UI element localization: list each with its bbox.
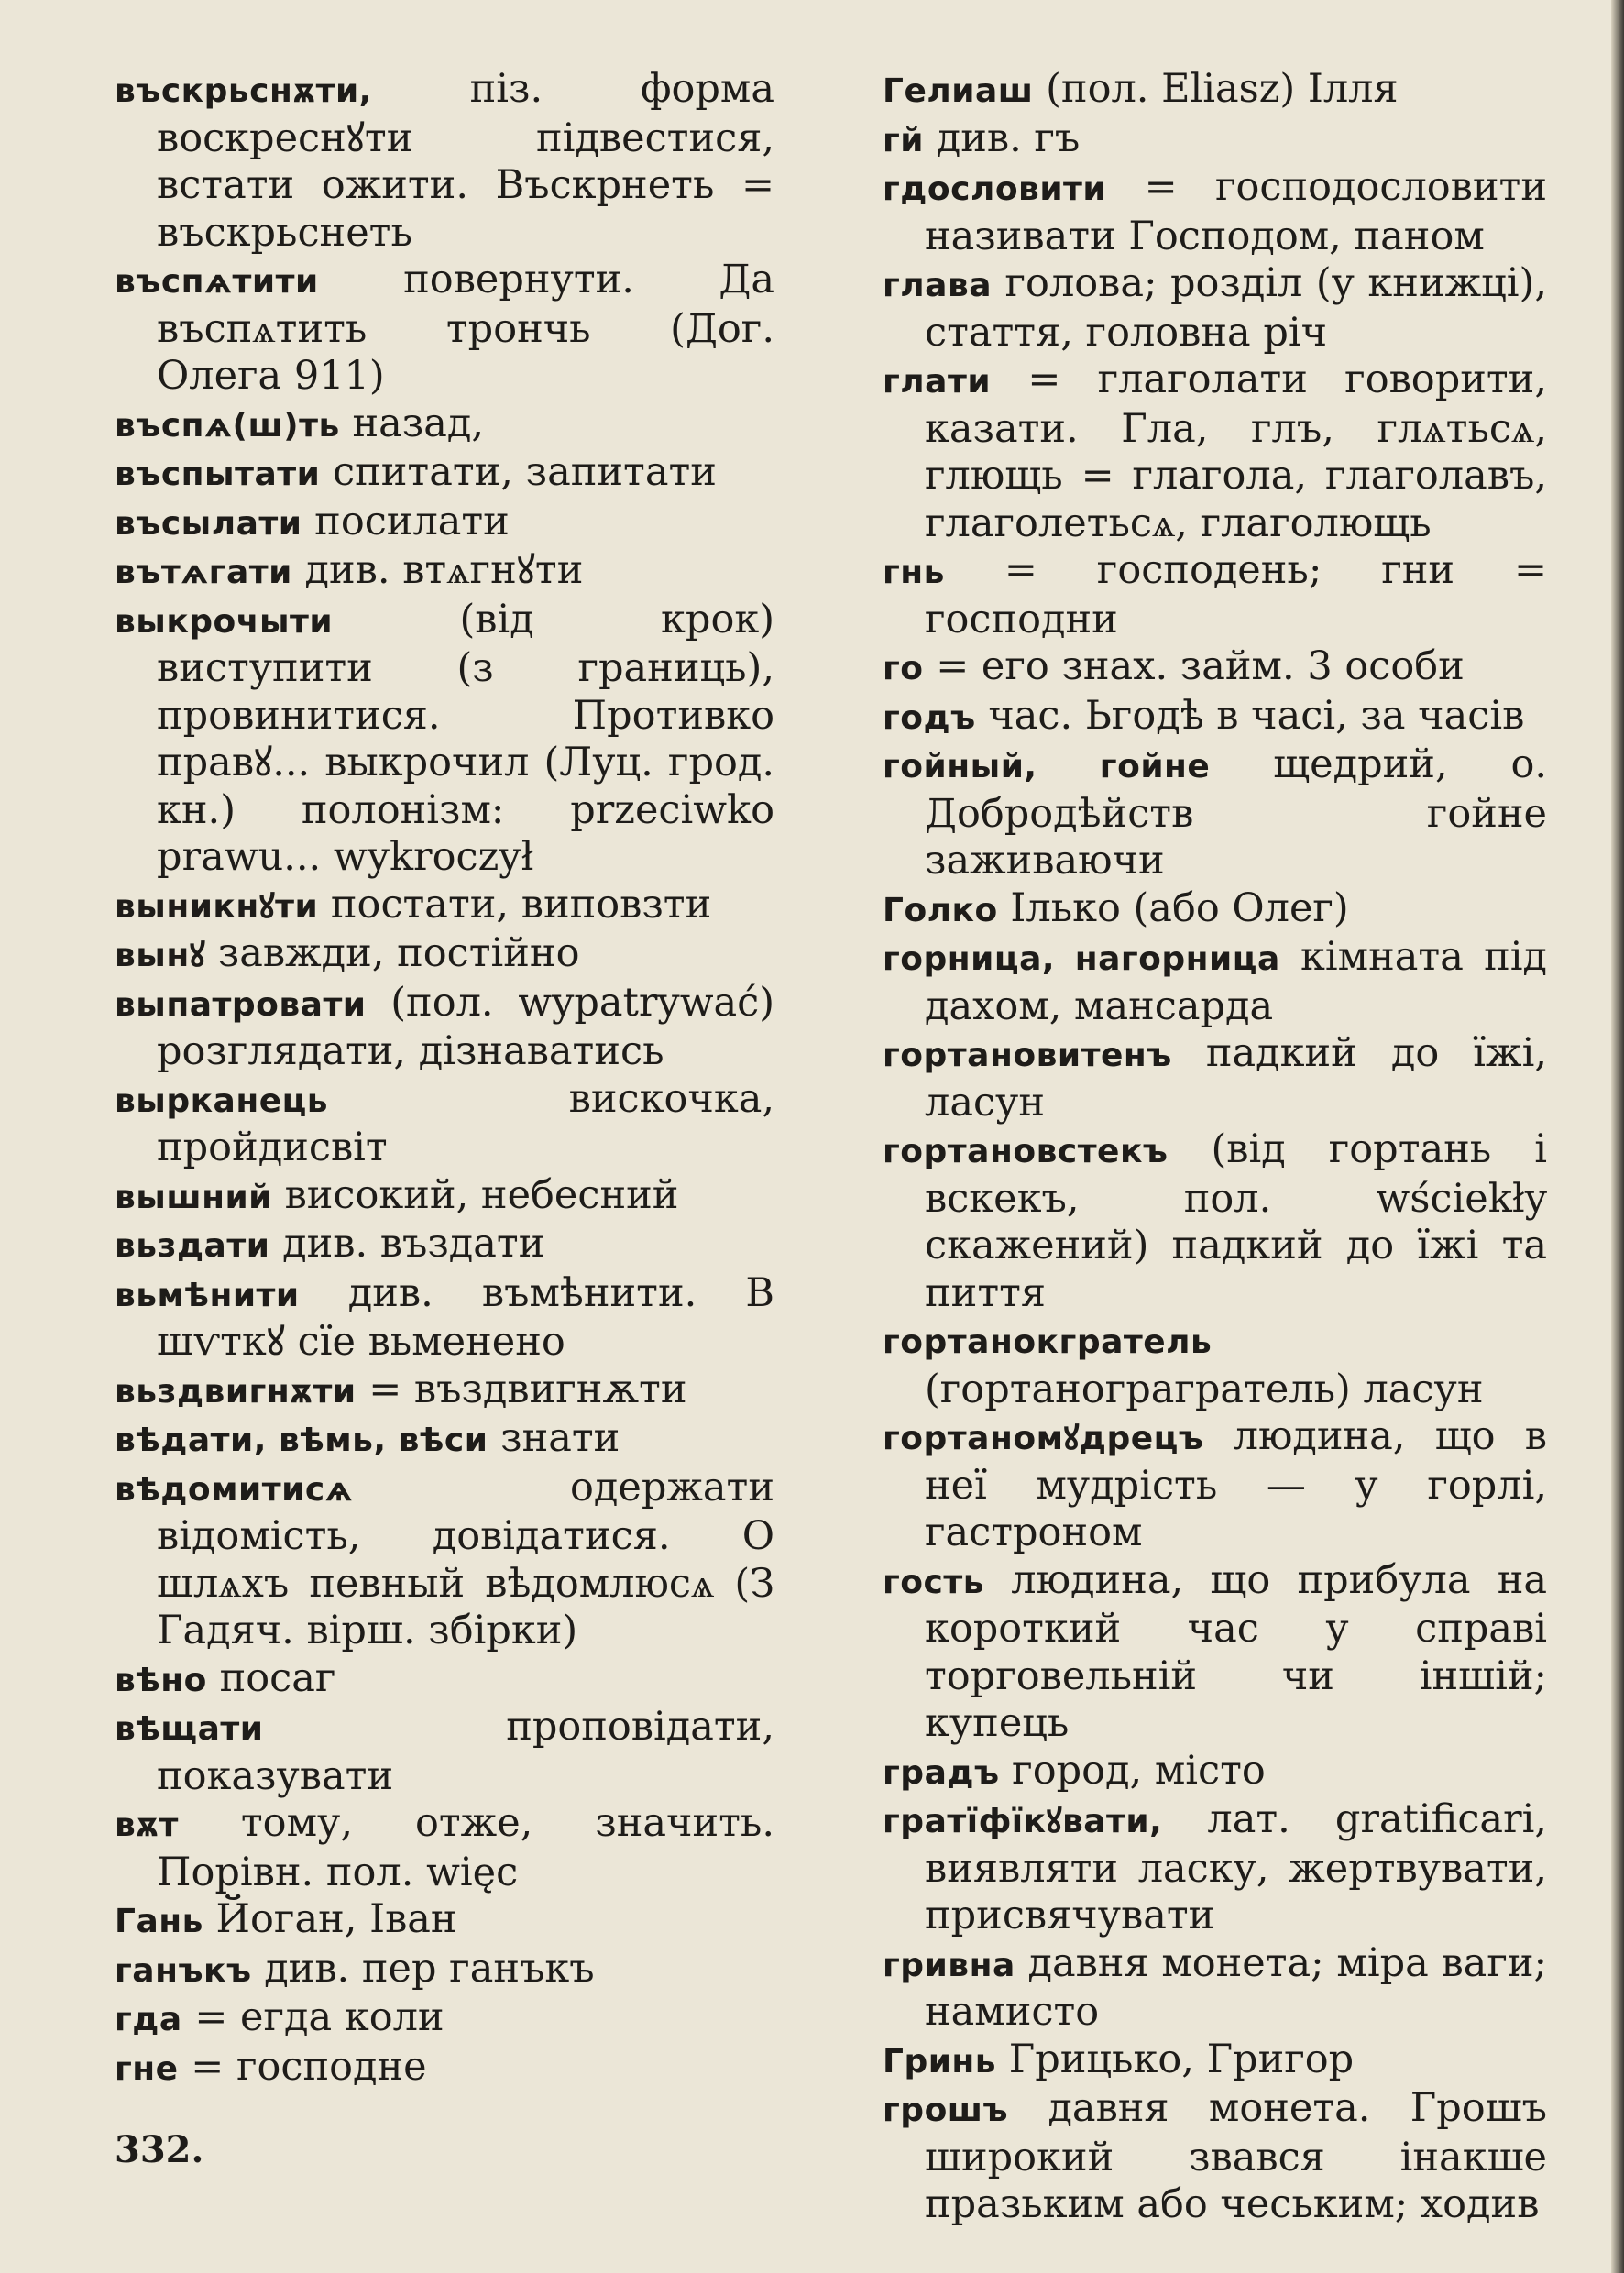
entry-headword: ганъкъ [115,1951,252,1990]
entry-definition: постати, виповзти [330,881,712,928]
entry-definition: людина, що в неї мудрість — у горлі, гастроном [925,1413,1548,1555]
entry-definition: завжди, постійно [217,930,580,976]
entry-definition: давня монета. Грошъ широкий звався інакше празьким або чеським; ходив [925,2085,1547,2227]
entry-definition: знати [500,1415,620,1461]
dictionary-entry [115,449,774,499]
dictionary-entry [883,1940,1547,2037]
dictionary-entry [115,257,774,401]
dictionary-entry [883,1317,1547,1413]
entry-headword: Гелиаш [883,72,1034,110]
entry-headword: гортановстекъ [883,1133,1169,1170]
dictionary-entry [115,1704,774,1800]
entry-headword: гда [115,2001,182,2038]
dictionary-entry [883,885,1547,935]
dictionary-entry [883,115,1547,165]
dictionary-entry [115,930,774,980]
dictionary-entry [115,1367,774,1416]
entry-definition: назад, [352,400,484,446]
entry-definition: Йоган, Іван [215,1896,457,1942]
entry-definition: людина, що прибула на короткий час у справі торговельній чи іншій; купець [925,1556,1547,1746]
entry-headword: го [883,650,924,687]
entry-headword: гне [115,2049,179,2088]
entry-headword: гортаномꙋдрецъ [883,1420,1204,1457]
entry-definition: = глаголати говорити, казати. Гла, глъ, глѧтьсѧ, глющь = глагола, глаголавъ, глаголетьсѧ, глаголющь [925,357,1547,546]
entry-headword: гортановитенъ [883,1037,1172,1074]
dictionary-entry [883,357,1547,547]
right-column [883,66,1547,2229]
entry-headword: гдословити [883,170,1107,208]
entry-definition: див. гъ [936,115,1081,161]
dictionary-entry [115,597,774,882]
entry-headword: градъ [883,1753,1000,1792]
dictionary-entry [883,693,1547,742]
entry-definition: див. пер ганъкъ [264,1945,595,1992]
dictionary-entry [883,1126,1547,1317]
entry-headword: гнь [883,554,945,591]
entry-headword: въспѧтити [115,263,319,301]
dictionary-entry [115,66,774,257]
dictionary-entry [883,741,1547,885]
entry-headword: грошъ [883,2092,1009,2129]
entry-definition: посаг [219,1654,336,1701]
dictionary-entry [115,980,774,1076]
entry-headword: вѣдомитисѧ [115,1470,354,1509]
left-column [115,66,774,2092]
dictionary-entry [115,1221,774,1270]
entry-headword: вырканець [115,1082,329,1120]
entry-headword: вьмѣнити [115,1276,300,1314]
entry-definition: = господень; гни = господни [925,547,1547,642]
dictionary-entry [883,934,1547,1030]
entry-definition: лат. gratificari, виявляти ласку, жертвувати, присвячувати [925,1796,1548,1938]
entry-definition: = господне [191,2043,427,2090]
entry-definition: голова; розділ (у книжці), стаття, головна річ [925,260,1548,356]
dictionary-entry [883,164,1547,260]
entry-definition: проповідати, показувати [157,1704,774,1799]
entry-definition: спитати, запитати [333,449,717,495]
dictionary-entry [115,1655,774,1705]
dictionary-entry [115,2044,774,2093]
dictionary-entry [115,401,774,450]
dictionary-entry [115,1994,774,2044]
entry-headword: гость [883,1563,985,1601]
entry-headword: вьздати [115,1227,270,1265]
entry-definition: щедрий, о. Добродѣйств гойне заживаючи [925,741,1548,884]
dictionary-entry [883,2037,1547,2086]
entry-headword: гривна [883,1946,1015,1984]
entry-headword: вѣдати, вѣмь, вѣси [115,1422,488,1459]
entry-definition: високий, небесний [284,1171,679,1218]
entry-definition: давня монета; міра ваги; намисто [925,1939,1547,2035]
page-edge-shadow [1611,0,1624,2273]
dictionary-entry [115,1415,774,1465]
dictionary-entry [883,1030,1547,1126]
entry-headword: вышний [115,1178,272,1216]
entry-headword: выпатровати [115,985,367,1024]
dictionary-entry [883,260,1547,357]
dictionary-entry [883,1796,1547,1940]
entry-definition: (пол. Eliasz) Ілля [1046,66,1399,112]
dictionary-entry [115,1270,774,1367]
entry-definition: одержати відомість, довідатися. О шлѧхъ певный вѣдомлюсѧ (З Гадяч. вірш. збірки) [157,1464,774,1653]
entry-definition: кімната під дахом, мансарда [925,934,1547,1029]
dictionary-entry [115,499,774,548]
entry-headword: вѣщати [115,1710,264,1748]
entry-definition: вискочка, пройдисвіт [157,1075,774,1170]
entry-definition: = его знах. займ. 3 особи [936,643,1465,689]
entry-headword: выникнꙋти [115,887,319,926]
dictionary-entry [883,547,1547,643]
dictionary-entry [115,1800,774,1896]
entry-headword: вынꙋ [115,937,206,974]
entry-definition: повернути. Да въспѧтить трончь (Дог. Олега 911) [157,257,774,399]
dictionary-entry [883,1413,1547,1557]
entry-headword: годъ [883,698,976,737]
entry-headword: гортанокгратель [883,1323,1213,1361]
entry-headword: въспѧ(ш)ть [115,406,340,445]
dictionary-entry [115,1172,774,1222]
entry-definition: піз. форма воскреснꙋти підвестися, встати ожити. Въскрнеть = въскрьснеть [157,66,775,256]
dictionary-entry [115,882,774,931]
entry-headword: Голко [883,891,998,929]
entry-headword: Гань [115,1903,203,1940]
entry-definition: посилати [314,498,510,544]
entry-headword: въспытати [115,456,321,493]
entry-definition: (пол. wypatrywać) розглядати, дізнаватись [157,979,775,1074]
entry-definition: город, місто [1012,1747,1266,1794]
dictionary-entry [883,1557,1547,1748]
entry-definition: Ілько (або Олег) [1010,884,1349,931]
dictionary-entry [883,66,1547,115]
entry-definition: падкий до їжі, ласун [925,1030,1547,1126]
entry-definition: = егда коли [194,1994,444,2040]
entry-definition: час. Ьгодѣ в часі, за часів [988,692,1525,739]
dictionary-entry [115,547,774,597]
entry-headword: вѣно [115,1661,207,1699]
entry-definition: (від крок) виступити (з границь), провинитися. Противко правꙋ... выкрочил (Луц. грод. кн.) полонізм: przeciwko prawu... wykroczył [157,596,775,880]
entry-headword: гй [883,121,925,159]
entry-definition: тому, отже, значить. Порівн. пол. więc [157,1800,775,1895]
entry-definition: див. втѧгнꙋти [304,547,584,593]
entry-definition: = въздвигнѫти [368,1366,687,1412]
entry-headword: Гринь [883,2042,997,2081]
dictionary-entry [883,643,1547,693]
entry-definition: Грицько, Григор [1008,2036,1355,2082]
entry-headword: въсылати [115,504,302,543]
page-number: 332. [115,2128,204,2171]
entry-headword: глати [883,363,992,401]
entry-headword: вѫт [115,1806,179,1844]
entry-definition: див. въмѣнити. В шѵткꙋ сїе вьменено [157,1269,775,1365]
entry-definition: (від гортань і вскекъ, пол. wściekły скажений) падкий до їжі та пиття [925,1126,1547,1316]
entry-headword: вьздвигнѫти [115,1372,357,1411]
dictionary-entry [115,1465,774,1655]
entry-headword: гойный, гойне [883,748,1211,785]
entry-headword: въскрьснѫти, [115,72,372,110]
entry-definition: = господословити називати Господом, паном [925,164,1548,259]
entry-headword: глава [883,267,993,304]
dictionary-entry [115,1946,774,1995]
dictionary-entry [883,2085,1547,2229]
entry-definition: (гортанограгратель) ласун [925,1366,1484,1412]
entry-headword: выкрочыти [115,602,334,641]
dictionary-entry [883,1748,1547,1797]
entry-definition: див. въздати [282,1221,545,1267]
entry-headword: вътѧгати [115,554,292,591]
entry-headword: гратїфїкꙋвати, [883,1803,1163,1840]
entry-headword: горница, нагорница [883,940,1280,978]
dictionary-entry [115,1076,774,1172]
dictionary-entry [115,1896,774,1946]
